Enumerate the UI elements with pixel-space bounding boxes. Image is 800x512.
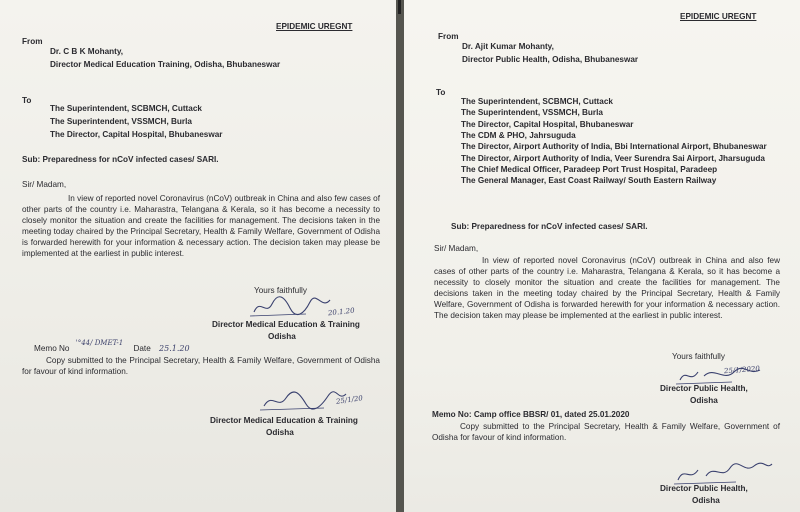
- left-header: EPIDEMIC UREGNT: [276, 22, 353, 31]
- right-to-line: The Director, Airport Authority of India, Bbi International Airport, Bhubaneswar: [461, 142, 767, 152]
- right-signature-1-date: 25/1/2020: [723, 364, 761, 376]
- right-sign-title: Director Public Health,: [660, 384, 748, 393]
- left-from-line: Director Medical Education Training, Odisha, Bhubaneswar: [50, 59, 281, 69]
- left-sign-place: Odisha: [268, 332, 296, 341]
- right-sign-place: Odisha: [690, 396, 718, 405]
- right-from-block: [462, 42, 638, 66]
- right-to-line: The Superintendent, VSSMCH, Burla: [461, 108, 603, 118]
- left-letter: [0, 0, 396, 512]
- right-to-line: The CDM & PHO, Jahrsuguda: [461, 130, 576, 140]
- right-subject: Sub: Preparedness for nCoV infected cases/ SARI.: [451, 222, 648, 231]
- right-closing: Yours faithfully: [672, 352, 725, 361]
- left-salutation: Sir/ Madam,: [22, 180, 67, 189]
- right-salutation: Sir/ Madam,: [434, 244, 479, 253]
- right-header: EPIDEMIC UREGNT: [680, 12, 757, 21]
- left-body: In view of reported novel Coronavirus (nCoV) outbreak in China and also few cases of other parts of the country i.e. Maharastra, Telangana & Kerala, so it has become a necessity to closely monitor the situation and create the facilities for management. The decisions taken in the meeting today chaired by the Principal Secretary, Health & Family Welfare, Government of Odisha is forwarded herewith for your information & necessary action. The decision taken may please be implemented at the earliest in public interest.: [22, 194, 380, 258]
- left-copy-text: Copy submitted to the Principal Secretary, Health & Family Welfare, Government of Odisha for favour of kind information.: [22, 356, 380, 376]
- right-to-line: The Chief Medical Officer, Paradeep Port Trust Hospital, Paradeep: [461, 164, 718, 174]
- right-sign2-place: Odisha: [692, 496, 720, 505]
- left-signature-1-date: 20.1.20: [327, 306, 355, 318]
- right-to-label: To: [436, 88, 446, 97]
- left-to-line: The Superintendent, SCBMCH, Cuttack: [50, 104, 202, 113]
- left-date-value: 25.1.20: [159, 344, 190, 353]
- left-subject: Sub: Preparedness for nCoV infected cases/ SARI.: [22, 155, 219, 164]
- right-memo: Memo No: Camp office BBSR/ 01, dated 25.01.2020: [432, 410, 630, 419]
- right-to-block: [461, 96, 767, 187]
- right-letter: [404, 0, 800, 512]
- right-copy-text: Copy submitted to the Principal Secretary, Health & Family Welfare, Government of Odisha for favour of kind information.: [432, 422, 780, 442]
- left-to-label: To: [22, 96, 32, 105]
- left-to-line: The Director, Capital Hospital, Bhubaneswar: [50, 129, 223, 139]
- right-to-line: The Director, Capital Hospital, Bhubaneswar: [461, 119, 634, 129]
- right-to-line: The Director, Airport Authority of India, Veer Surendra Sai Airport, Jharsuguda: [461, 153, 765, 163]
- left-memo-label: Memo No: [34, 344, 70, 353]
- right-signature-2: [670, 458, 780, 486]
- right-to-line: The General Manager, East Coast Railway/ South Eastern Railway: [461, 176, 717, 186]
- right-to-line: The Superintendent, SCBMCH, Cuttack: [461, 97, 613, 106]
- left-to-block: [50, 104, 222, 141]
- left-signature-2-date: 25/1/20: [335, 394, 364, 406]
- left-closing: Yours faithfully: [254, 286, 307, 295]
- left-sign-title: Director Medical Education & Training: [212, 320, 360, 329]
- left-from-block: [50, 47, 280, 71]
- right-from-label: From: [438, 32, 459, 41]
- right-body: In view of reported novel Coronavirus (nCoV) outbreak in China and also few cases of other parts of the country i.e. Maharastra, Telangana & Kerala, so it has become a necessity to closely monitor the situation and create the facilities for management. The decisions taken in the meeting today chaired by the Principal Secretary, Health & Family Welfare, Government of Odisha is forwarded herewith for your information & necessary action. The decision taken may please be implemented at the earliest in public interest.: [434, 256, 780, 320]
- right-from-line: Director Public Health, Odisha, Bhubaneswar: [462, 54, 639, 64]
- right-sign2-title: Director Public Health,: [660, 484, 748, 493]
- left-memo-handwritten: '°44/ DMET-1: [75, 339, 124, 347]
- binding-gap: [396, 0, 404, 512]
- right-from-line: Dr. Ajit Kumar Mohanty,: [462, 42, 554, 51]
- left-date-label: Date: [133, 344, 151, 353]
- left-from-label: From: [22, 37, 43, 46]
- left-to-line: The Superintendent, VSSMCH, Burla: [50, 116, 192, 126]
- left-sign2-title: Director Medical Education & Training: [210, 416, 358, 425]
- left-sign2-place: Odisha: [266, 428, 294, 437]
- left-memo-line: [34, 339, 190, 355]
- left-from-line: Dr. C B K Mohanty,: [50, 47, 124, 56]
